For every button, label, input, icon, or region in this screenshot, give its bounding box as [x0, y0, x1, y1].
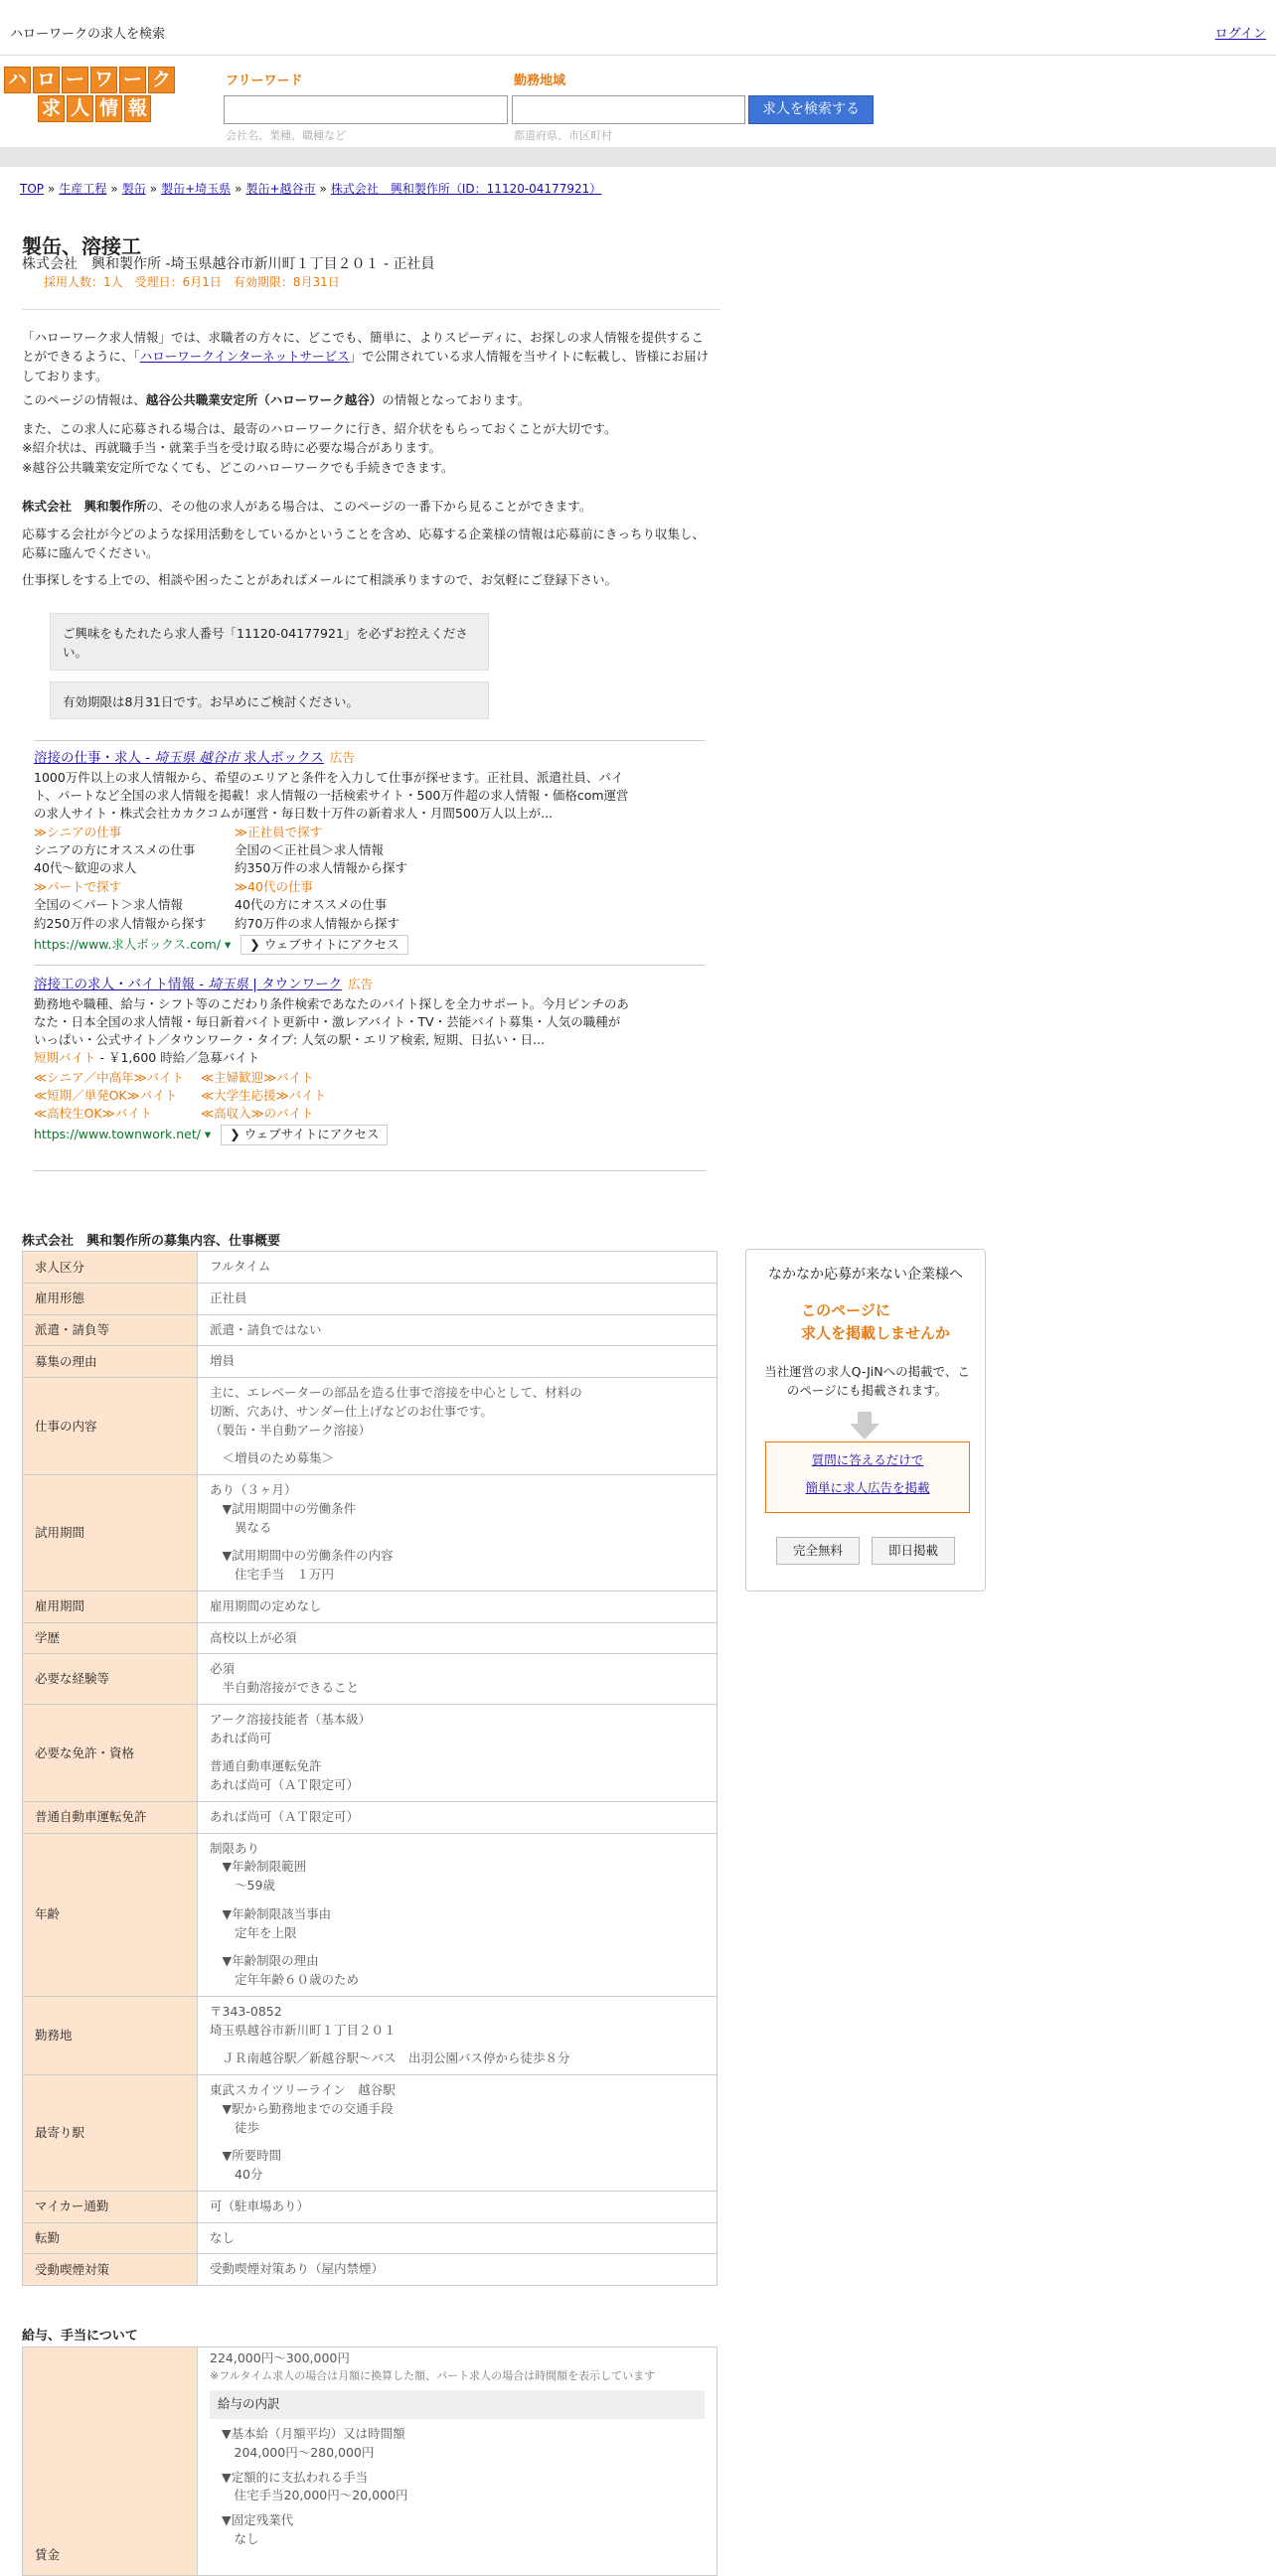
breadcrumb	[20, 181, 601, 198]
table-row	[23, 1996, 718, 2074]
value-line: 定年を上限	[210, 1924, 297, 1940]
intro-text: ※越谷公共職業安定所でなくても、どこのハローワークでも手続きできます。	[22, 459, 454, 475]
panel-link-box	[765, 1441, 970, 1513]
breadcrumb-link[interactable]: 株式会社 興和製作所（ID：11120-04177921）	[330, 182, 602, 196]
value-line: 異なる	[210, 1519, 272, 1535]
panel-title: なかなか応募が来ない企業様へ	[768, 1267, 963, 1283]
intro-text: の情報となっております。	[382, 392, 531, 407]
value-line: 徒歩	[210, 2119, 260, 2135]
sitelink-line: 全国の＜正社員＞求人情報	[235, 842, 385, 858]
row-label: 必要な免許・資格	[23, 1704, 198, 1801]
ad-sublink[interactable]: ≪短期／単発OK≫バイト	[34, 1088, 178, 1104]
row-value	[198, 2222, 718, 2254]
job-title: 製缶、溶接工	[22, 234, 141, 258]
value-line: 増員	[210, 1353, 236, 1369]
ad-sitelink[interactable]	[34, 878, 233, 932]
salary-table	[22, 2347, 718, 2576]
breadcrumb-separator: »	[48, 182, 56, 196]
row-label: 試用期間	[23, 1475, 198, 1591]
row-label: 普通自動車運転免許	[23, 1801, 198, 1833]
sitelink-line: 40代の方にオススメの仕事	[235, 897, 388, 913]
table-row	[23, 1833, 718, 1996]
hellowork-logo[interactable]	[4, 67, 179, 124]
ad-url[interactable]: https://www.townwork.net/	[34, 1127, 201, 1142]
value-line: 40分	[210, 2167, 263, 2182]
table-row	[23, 1704, 718, 1801]
value-line	[210, 1537, 705, 1547]
row-label: マイカー通勤	[23, 2191, 198, 2222]
row-label: 最寄り駅	[23, 2075, 198, 2192]
row-label: 派遣・請負等	[23, 1314, 198, 1346]
sitelink-line: シニアの方にオススメの仕事	[34, 842, 196, 858]
intro-text: 「ハローワーク求人情報」では、求職者の方々に、どこでも、簡単に、よりスピーディに、お探しの求人情報を提供することができるように、「	[22, 330, 705, 365]
row-label: 転勤	[23, 2222, 198, 2254]
table-row	[23, 1475, 718, 1591]
value-line: ▼年齢制限の理由	[210, 1953, 319, 1969]
table-row	[23, 1591, 718, 1622]
table-row	[23, 2222, 718, 2254]
ad-block-1: 溶接の仕事・求人 - 埼玉県 越谷市 求人ボックス 広告 1000万件以上の求人情報から、希望のエリアと条件を入力して仕事が探せます。正社員、派遣社員、パイト、パートなど全国の求人情報を掲載！求人情報の一括検索サイト・500万件超の求人情報・価格com運営の求人サイト・株式会社カカクコムが運営・毎日数十万件の新着求人・月間500万人以上が... ≫シニアの仕事 シニアの方にオススメの仕事 40代～歓迎の求人 ≫正社員で探す 全国の＜正社員＞求人情報 約350万件の求人情報から探す ≫パートで探す 全国の＜パート＞求人情報 約250万件の求人情報から探す ≫40代の仕事 40代の方にオススメの仕事 約70万件の求人情報から探す https://www.求人ボックス.com/ ▾ ❯ ウェブサイトにアクセス	[34, 749, 630, 955]
breadcrumb-link[interactable]: TOP	[20, 182, 45, 196]
ad-sublink[interactable]: ≪高校生OK≫バイト	[34, 1106, 153, 1122]
row-value	[198, 1591, 718, 1622]
intro-paragraph-4	[22, 497, 710, 516]
search-button[interactable]: 求人を検索する	[748, 95, 874, 124]
sitelink-line: 約70万件の求人情報から探す	[235, 915, 399, 931]
catch-line: このページに	[801, 1301, 890, 1319]
divider	[22, 309, 720, 310]
salary-item	[210, 2469, 705, 2506]
logo-char: ハ	[4, 67, 31, 93]
row-label: 必要な経験等	[23, 1654, 198, 1705]
breadcrumb-link[interactable]: 製缶+埼玉県	[161, 182, 232, 196]
logo-char: 求	[38, 95, 65, 122]
value-line: 普通自動車運転免許	[210, 1758, 322, 1774]
salary-line: ▼固定残業代	[222, 2512, 294, 2527]
job-number-notice: ご興味をもたれたら求人番号「11120-04177921」を必ずお控えください。	[50, 613, 489, 671]
free-button[interactable]: 完全無料	[776, 1537, 860, 1565]
logo-char: ク	[148, 67, 175, 93]
intro-paragraph-2	[22, 390, 710, 409]
row-label: 雇用期間	[23, 1591, 198, 1622]
company-line: 株式会社 興和製作所 -埼玉県越谷市新川町１丁目２０１ - 正社員	[22, 256, 435, 272]
table-row	[23, 2254, 718, 2286]
intro-paragraph-6: 仕事探しをする上での、相談や困ったことがあればメールにて相談承りますので、お気軽にご登録下さい。	[22, 572, 618, 587]
value-line: 〜59歳	[210, 1878, 275, 1893]
down-arrow-icon	[850, 1412, 879, 1440]
ad-title-text: 溶接工の求人・バイト情報 -	[34, 977, 209, 992]
value-line: ＜増員のため募集＞	[210, 1450, 335, 1466]
salary-line: 204,000円〜280,000円	[222, 2444, 375, 2460]
sitelink-line: 全国の＜パート＞求人情報	[34, 897, 184, 913]
value-line: あれば尚可	[210, 1730, 272, 1745]
value-line	[210, 1747, 705, 1757]
value-line	[210, 2137, 705, 2147]
salary-item	[210, 2425, 705, 2463]
value-line: あり（３ヶ月）	[210, 1482, 297, 1497]
ad-title-text: 埼玉県	[208, 977, 248, 992]
table-row	[23, 1622, 718, 1654]
table-row	[23, 1346, 718, 1378]
ad-title-link[interactable]	[34, 977, 342, 992]
salary-note: ※フルタイム求人の場合は月額に換算した額、パート求人の場合は時間額を表示しています	[210, 2368, 656, 2382]
ad-tag: 広告	[329, 750, 355, 765]
sitelink-line: 約350万件の求人情報から探す	[235, 860, 407, 876]
advertise-panel	[745, 1249, 986, 1591]
salary-line: ▼基本給（月額平均）又は時間額	[222, 2426, 405, 2441]
value-line: フルタイム	[210, 1259, 271, 1274]
site-title: ハローワークの求人を検索	[10, 27, 166, 42]
office-name: 越谷公共職業安定所（ハローワーク越谷）	[145, 392, 383, 407]
sitelink-line: 約250万件の求人情報から探す	[34, 915, 207, 931]
value-line: ▼試用期間中の労働条件の内容	[210, 1548, 394, 1564]
value-line: 高校以上が必須	[210, 1629, 297, 1645]
row-value	[198, 1833, 718, 1996]
salary-section-title: 給与、手当について	[22, 2329, 138, 2344]
row-value	[198, 1801, 718, 1833]
ad-title-text: 溶接の仕事・求人 -	[34, 750, 155, 766]
value-line: 派遣・請負ではない	[210, 1321, 322, 1337]
row-label: 受動喫煙対策	[23, 2254, 198, 2286]
row-value	[198, 1314, 718, 1346]
row-label: 学歴	[23, 1622, 198, 1654]
answer-questions-link[interactable]: 質問に答えるだけで	[811, 1452, 924, 1467]
header-divider	[0, 147, 1276, 167]
value-line: ▼所要時間	[210, 2148, 282, 2164]
value-line: 必須	[210, 1661, 236, 1677]
intro-paragraph-5: 応募する会社が今どのような採用活動をしているかということを含め、応募する企業様の情報は応募前にきっちり収集し、応募に臨んでください。	[22, 527, 706, 561]
job-meta: 採用人数：1人 受理日：6月1日 有効期限：8月31日	[44, 275, 340, 289]
logo-char: ワ	[90, 67, 117, 93]
row-label: 仕事の内容	[23, 1378, 198, 1475]
area-hint: 都道府県、市区町村	[514, 129, 612, 142]
value-line: 半自動溶接ができること	[210, 1680, 360, 1695]
panel-catchphrase	[746, 1299, 985, 1344]
value-line	[210, 1895, 705, 1905]
ad-sitelink[interactable]	[34, 824, 233, 877]
ad-sublink[interactable]: ≪大学生応援≫バイト	[201, 1088, 327, 1104]
ad-sitelink[interactable]	[235, 878, 433, 932]
freeword-hint: 会社名、業種、職種など	[226, 129, 346, 142]
row-value	[198, 1704, 718, 1801]
panel-description: 当社運営の求人Q-JiNへの掲載で、このページにも掲載されます。	[764, 1364, 970, 1399]
divider	[34, 1170, 706, 1171]
value-line: 住宅手当 １万円	[210, 1567, 335, 1582]
table-row	[23, 1283, 718, 1314]
post-job-ad-link[interactable]: 簡単に求人広告を掲載	[805, 1479, 930, 1495]
visit-website-button[interactable]: ❯ ウェブサイトにアクセス	[240, 935, 407, 955]
value-line: 正社員	[210, 1289, 247, 1305]
table-row	[23, 1314, 718, 1346]
value-line: 制限あり	[210, 1840, 260, 1856]
row-label: 勤務地	[23, 1996, 198, 2074]
row-value	[198, 1378, 718, 1475]
sitelink-heading: ≫正社員で探す	[235, 824, 323, 839]
ad-description: 1000万件以上の求人情報から、希望のエリアと条件を入力して仕事が探せます。正社員、派遣社員、パイト、パートなど全国の求人情報を掲載！求人情報の一括検索サイト・500万件超の求人情報・価格com運営の求人サイト・株式会社カカクコムが運営・毎日数十万件の新着求人・月間500万人以上が...	[34, 769, 629, 821]
value-line: ▼年齢制限範囲	[210, 1859, 307, 1875]
intro-text: ※紹介状は、再就職手当・就業手当を受け取る時に必要な場合があります。	[22, 440, 441, 456]
value-line	[210, 2040, 705, 2049]
login-link[interactable]: ログイン	[1214, 27, 1266, 42]
row-value	[198, 1622, 718, 1654]
salary-breakdown-header: 給与の内訳	[210, 2390, 705, 2419]
row-value	[198, 1475, 718, 1591]
job-details-table	[22, 1251, 718, 2286]
logo-char: ー	[119, 67, 146, 93]
area-input[interactable]	[512, 95, 745, 124]
row-label: 年齢	[23, 1833, 198, 1996]
value-line: アーク溶接技能者（基本級）	[210, 1711, 372, 1727]
expiry-notice: 有効期限は8月31日です。お早めにご検討ください。	[50, 682, 489, 719]
value-line: あれば尚可（ＡＴ限定可）	[210, 1777, 360, 1792]
ad-block-2: 溶接工の求人・バイト情報 - 埼玉県 | タウンワーク 広告 勤務地や職種、給与・シフト等のこだわり条件検索であなたのバイト探しを全力サポート。今月ピンチのあなた・日本全国の求人情報・毎日新着バイト更新中・激レアバイト・TV・芸能バイト募集・人気の職種がいっぱい・公式サイト／タウンワーク・タイプ: 人気の駅・エリア検索, 短期、日払い・日... 短期バイト - ￥1,600 時給／急募バイト ≪シニア／中高年≫バイト ≪主婦歓迎≫バイト ≪短期／単発OK≫バイト ≪大学生応援≫バイト ≪高校生OK≫バイト ≪高収入≫のバイト https://www.townwork.net/ ▾ ❯ ウェブサイトにアクセス	[34, 976, 630, 1145]
row-label: 募集の理由	[23, 1346, 198, 1378]
value-line	[210, 1942, 705, 1952]
catch-line: 求人を掲載しませんか	[800, 1323, 950, 1342]
value-line: ▼駅から勤務地までの交通手段	[210, 2100, 394, 2116]
value-line: 〒343-0852	[210, 2003, 282, 2019]
divider	[34, 740, 706, 741]
logo-char: 情	[95, 95, 122, 122]
row-label: 求人区分	[23, 1252, 198, 1284]
row-value	[198, 2254, 718, 2286]
salary-line: 住宅手当20,000円〜20,000円	[222, 2488, 408, 2503]
ad-price-label: 短期バイト	[34, 1049, 96, 1065]
breadcrumb-separator: »	[149, 182, 158, 196]
ad-sublink[interactable]: ≪高収入≫のバイト	[201, 1106, 314, 1122]
salary-line: なし	[222, 2530, 259, 2546]
breadcrumb-link[interactable]: 生産工程	[59, 182, 107, 196]
sitelink-heading: ≫パートで探す	[34, 879, 122, 895]
value-line: 雇用期間の定めなし	[210, 1597, 322, 1613]
intro-text: また、この求人に応募される場合は、最寄のハローワークに行き、紹介状をもらっておくことが大切です。	[22, 421, 617, 436]
salary-range: 224,000円〜300,000円	[210, 2350, 350, 2365]
breadcrumb-separator: »	[319, 182, 327, 196]
ad-url[interactable]: https://www.求人ボックス.com/	[34, 936, 222, 952]
ad-tag: 広告	[348, 977, 374, 991]
logo-char: 人	[67, 95, 93, 122]
table-row	[23, 2348, 718, 2576]
table-row	[23, 1801, 718, 1833]
value-line	[210, 1440, 705, 1449]
table-row	[23, 1252, 718, 1284]
value-line: 切断、穴あけ、サンダー仕上げなどのお仕事です。	[210, 1403, 493, 1419]
logo-char: 報	[124, 95, 151, 122]
value-line: ＪＲ南越谷駅／新越谷駅～バス 出羽公園バス停から徒歩８分	[210, 2050, 570, 2066]
salary-item	[210, 2511, 705, 2549]
visit-website-button[interactable]: ❯ ウェブサイトにアクセス	[221, 1125, 388, 1144]
ad-link-row	[34, 1105, 630, 1123]
intro-text: このページの情報は、	[22, 392, 146, 407]
value-line: （製缶・半自動アーク溶接）	[210, 1422, 372, 1438]
value-line: あれば尚可（ＡＴ限定可）	[210, 1808, 360, 1824]
ad-title-text: 埼玉県 越谷市	[154, 750, 239, 766]
ad-price: - ￥1,600 時給／急募バイト	[95, 1049, 260, 1065]
visit-label: ウェブサイトにアクセス	[243, 1127, 380, 1142]
ad-link-row	[34, 1087, 630, 1105]
visit-label: ウェブサイトにアクセス	[263, 936, 399, 952]
value-line: ▼年齢制限該当事由	[210, 1905, 332, 1921]
sitelink-heading: ≫40代の仕事	[235, 879, 313, 895]
logo-char: ー	[62, 67, 88, 93]
value-line: ▼試用期間中の労働条件	[210, 1500, 357, 1516]
freeword-input[interactable]	[224, 95, 508, 124]
intro-paragraph-1	[22, 328, 710, 385]
intro-text: 」で公開されている求人情報を当サイトに転載し、皆様にお届けしております。	[22, 349, 710, 383]
value-line: 主に、エレベーターの部品を造る仕事で溶接を中心として、材料の	[210, 1385, 582, 1400]
ad-link-row	[34, 1069, 630, 1087]
intro-paragraph-3	[22, 419, 710, 477]
row-label: 雇用形態	[23, 1283, 198, 1314]
breadcrumb-link[interactable]: 製缶	[121, 182, 146, 196]
same-day-button[interactable]: 即日掲載	[872, 1537, 955, 1565]
breadcrumb-separator: »	[110, 182, 118, 196]
table-row	[23, 1654, 718, 1705]
top-bar	[0, 0, 1276, 56]
value-line: 受動喫煙対策あり（屋内禁煙）	[210, 2261, 385, 2277]
table-row	[23, 2191, 718, 2222]
ad-description: 勤務地や職種、給与・シフト等のこだわり条件検索であなたのバイト探しを全力サポート。今月ピンチのあなた・日本全国の求人情報・毎日新着バイト更新中・激レアバイト・TV・芸能バイト募集・人気の職種がいっぱい・公式サイト／タウンワーク・タイプ: 人気の駅・エリア検索, 短期、日払い・日...	[34, 995, 629, 1047]
divider	[34, 965, 706, 966]
ad-sublink[interactable]: ≪シニア／中高年≫バイト	[34, 1070, 185, 1086]
row-value	[198, 1996, 718, 2074]
value-line: 東武スカイツリーライン 越谷駅	[210, 2082, 396, 2097]
sitelink-heading: ≫シニアの仕事	[34, 824, 122, 839]
ad-title-text: | タウンワーク	[247, 977, 343, 992]
company-name: 株式会社 興和製作所	[22, 499, 147, 514]
breadcrumb-link[interactable]: 製缶+越谷市	[245, 182, 316, 196]
table-row	[23, 1378, 718, 1475]
ad-title-text: 求人ボックス	[239, 750, 324, 766]
ad-sublink[interactable]: ≪主婦歓迎≫バイト	[201, 1070, 314, 1086]
row-value	[198, 2075, 718, 2192]
value-line: 可（駐車場あり）	[210, 2197, 310, 2213]
logo-char: ロ	[33, 67, 60, 93]
ad-title-link[interactable]	[34, 750, 324, 766]
salary-line: ▼定額的に支払われる手当	[222, 2469, 369, 2485]
row-value	[198, 1252, 718, 1284]
area-label: 勤務地域	[514, 74, 566, 88]
row-value	[198, 1346, 718, 1378]
row-value	[198, 2191, 718, 2222]
row-value	[198, 1654, 718, 1705]
value-line: 埼玉県越谷市新川町１丁目２０１	[210, 2022, 397, 2038]
intro-text: の、その他の求人がある場合は、このページの一番下から見ることができます。	[146, 499, 592, 514]
hellowork-internet-link[interactable]: ハローワークインターネットサービス	[139, 349, 350, 365]
breadcrumb-separator: »	[235, 182, 242, 196]
value-line: 定年年齢６０歳のため	[210, 1972, 360, 1987]
table-row	[23, 2075, 718, 2192]
ad-sitelink[interactable]	[235, 824, 433, 877]
details-section-title: 株式会社 興和製作所の募集内容、仕事概要	[22, 1234, 281, 1249]
row-value	[198, 1283, 718, 1314]
sitelink-line: 40代～歓迎の求人	[34, 860, 137, 876]
row-label: 賃金	[23, 2348, 198, 2576]
value-line: なし	[210, 2229, 236, 2245]
freeword-label: フリーワード	[226, 74, 303, 88]
